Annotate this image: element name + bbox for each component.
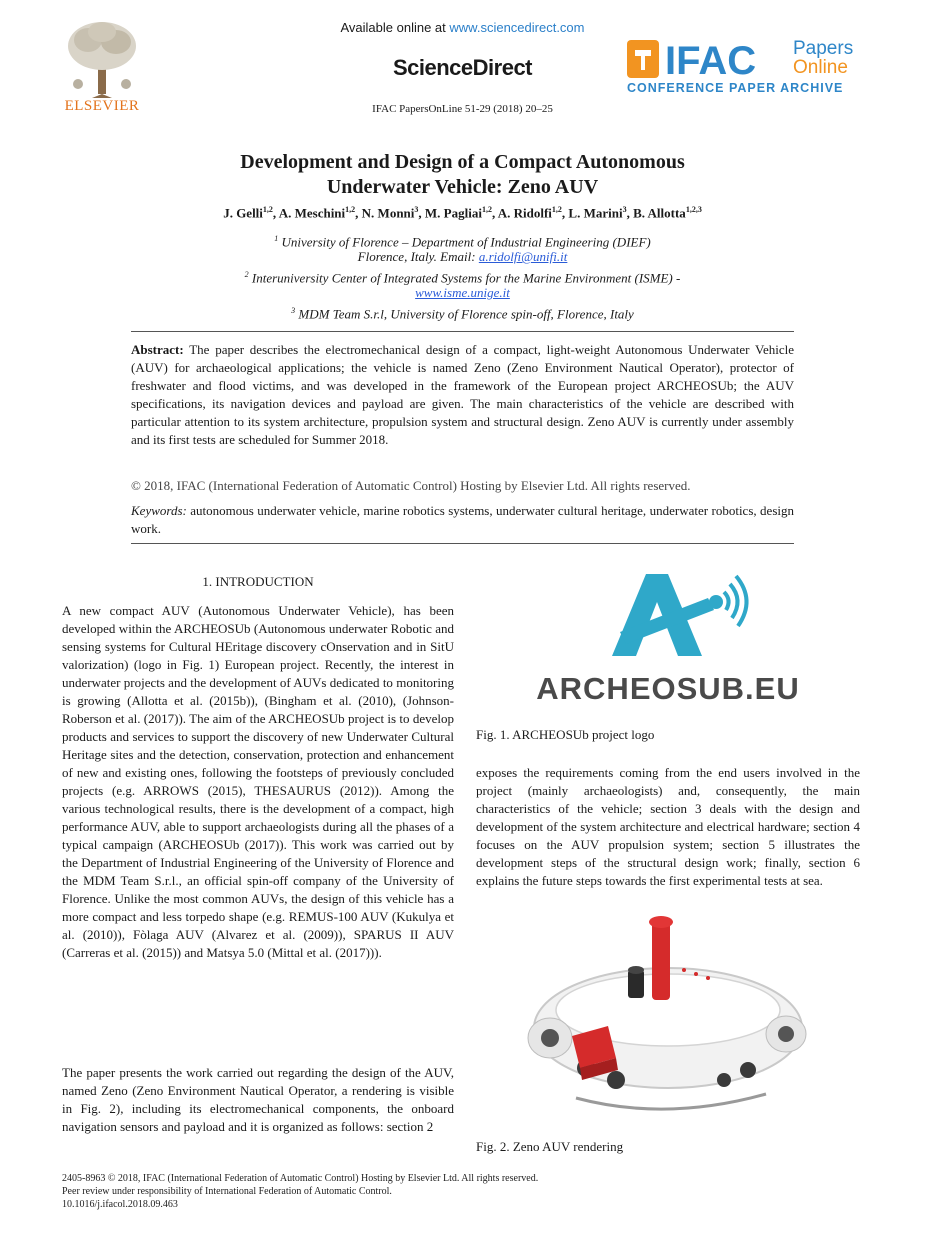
doi[interactable]: 10.1016/j.ifacol.2018.09.463: [62, 1199, 178, 1210]
elsevier-wordmark: ELSEVIER: [64, 98, 140, 114]
copyright-line: © 2018, IFAC (International Federation of Automatic Control) Hosting by Elsevier Ltd. All rights reserved.: [131, 478, 691, 493]
ifac-papersonline-logo: [625, 34, 875, 98]
right-column-paragraph: exposes the requirements coming from the end users involved in the project (mainly archaeologists) and, consequently, the main characteristics of the vehicle; section 3 deals with the design and development of the system architecture and electrical hardware; section 4 focuses on the AUV propulsion system; section 5 illustrates the development steps of the structural design work; finally, section 6 explains the future steps towards the first experimental tests at sea.: [476, 765, 860, 888]
affiliation-3: $^3$ MDM Team S.r.l, University of Florence spin-off, Florence, Italy: [291, 306, 634, 322]
archeosub-logo-figure: [520, 562, 816, 708]
affiliation-2-link-line: [100, 284, 825, 302]
elsevier-tree-logo: [62, 18, 142, 100]
keywords: Keywords: autonomous underwater vehicle, marine robotics systems, underwater cultural heritage, underwater robotics, design work.: [131, 503, 794, 536]
zeno-auv-rendering: [516, 908, 816, 1130]
paper-title: Development and Design of a Compact Autonomous Underwater Vehicle: Zeno AUV: [240, 151, 685, 198]
journal-reference: IFAC PapersOnLine 51-29 (2018) 20–25: [372, 103, 553, 115]
affiliation-1-contact: Florence, Italy. Email: a.ridolfi@unifi.it: [357, 249, 568, 264]
affiliation-2: $^2$ Interuniversity Center of Integrated Systems for the Marine Environment (ISME) -: [244, 270, 681, 286]
figure-1-caption: Fig. 1. ARCHEOSUb project logo: [476, 727, 655, 742]
page-footer: 2405-8963 © 2018, IFAC (International Federation of Automatic Control) Hosting by Elsevier Ltd. All rights reserved. Peer review under responsibility of International Federation of Automatic Control. 10.1016/j.ifacol.2018.09.463: [62, 1172, 762, 1211]
divider-top: [131, 331, 794, 332]
figure-2-caption: Fig. 2. Zeno AUV rendering: [476, 1139, 624, 1154]
divider-bottom: [131, 543, 794, 544]
archeosub-wordmark: ARCHEOSUB.EU: [536, 671, 800, 706]
ifac-logo-main: IFAC: [665, 39, 757, 83]
ifac-logo-tagline: CONFERENCE PAPER ARCHIVE: [627, 81, 844, 95]
sciencedirect-link[interactable]: www.sciencedirect.com: [449, 20, 585, 35]
platform-name: ScienceDirect: [392, 55, 533, 80]
isme-link[interactable]: www.isme.unige.it: [415, 285, 510, 300]
intro-paragraph-2: The paper presents the work carried out regarding the design of the AUV, named Zeno (Zeno Environment Nautical Operator, a rendering is visible in Fig. 2), including its electromechanical components, the onboard navigation sensors and payload and it is organized as follows: section 2: [62, 1065, 454, 1134]
section-heading-introduction: 1. INTRODUCTION: [202, 574, 314, 589]
affiliation-1: $^1$ University of Florence – Department of Industrial Engineering (DIEF): [274, 234, 651, 250]
abstract: Abstract: The paper describes the electromechanical design of a compact, light-weight Autonomous Underwater Vehicle (AUV) for archaeological applications; the vehicle is named Zeno (Zeno Environment Nautical Operator), protector of freshwater and flood victims, and was developed in the framework of the European project ARCHEOSUb; the AUV specifications, its navigation devices and payload are given. The main characteristics of the vehicle are described with particular attention to its system architecture, propulsion system and structural design. Zeno AUV is currently under assembly and its first tests are scheduled for Summer 2018.: [131, 342, 794, 447]
ifac-logo-online: Online: [793, 57, 848, 78]
availability-line: Available online at www.sciencedirect.com: [340, 20, 585, 35]
ifac-logo-papers: Papers: [793, 38, 854, 59]
author-list: J. Gelli$^{1,2}$, A. Meschini$^{1,2}$, N. Monni$^3$, M. Pagliai$^{1,2}$, A. Ridolfi$^{1,2}$, L. Marini$^3$, B. Allotta$^{1,2,3}$: [223, 205, 702, 221]
intro-paragraph-1: A new compact AUV (Autonomous Underwater Vehicle), has been developed within the ARCHEOSUb (Autonomous underwater Robotic and sensing systems for Cultural HEritage discovery cOnservation and in SitU valorization) (logo in Fig. 1) European project. Recently, the interest in underwater projects and the development of AUVs dedicated to monitoring is growing (Allotta et al. (2015b)), (Bingham et al. (2010), (Johnson-Roberson et al. (2017)). The aim of the ARCHEOSUb project is to develop products and services to support the discovery of new Underwater Cultural Heritage sites and the detection, conservation, protection and enhancement of new and existing ones, following the footsteps of previously concluded projects (e.g. ARROWS (2015), THESAURUS (2012)). Among the various technological results, there is the development of a compact, high performance AUV, able to support archaeologists during all the phases of a typical campaign (ARCHEOSUb (2017)). This work was carried out by the Department of Industrial Engineering of the University of Florence and the MDM Team S.r.l., an official spin-off company of the University of Florence. Unlike the most common AUVs, the design of this vehicle has a more compact and less torpedo shape (e.g. REMUS-100 AUV (Kukulya et al. (2010)), Fòlaga AUV (Alvarez et al. (2009)), SPARUS II AUV (Carreras et al. (2015)) and Matsya 5.0 (Mittal et al. (2017))).: [62, 603, 454, 960]
email-link[interactable]: a.ridolfi@unifi.it: [478, 249, 568, 264]
